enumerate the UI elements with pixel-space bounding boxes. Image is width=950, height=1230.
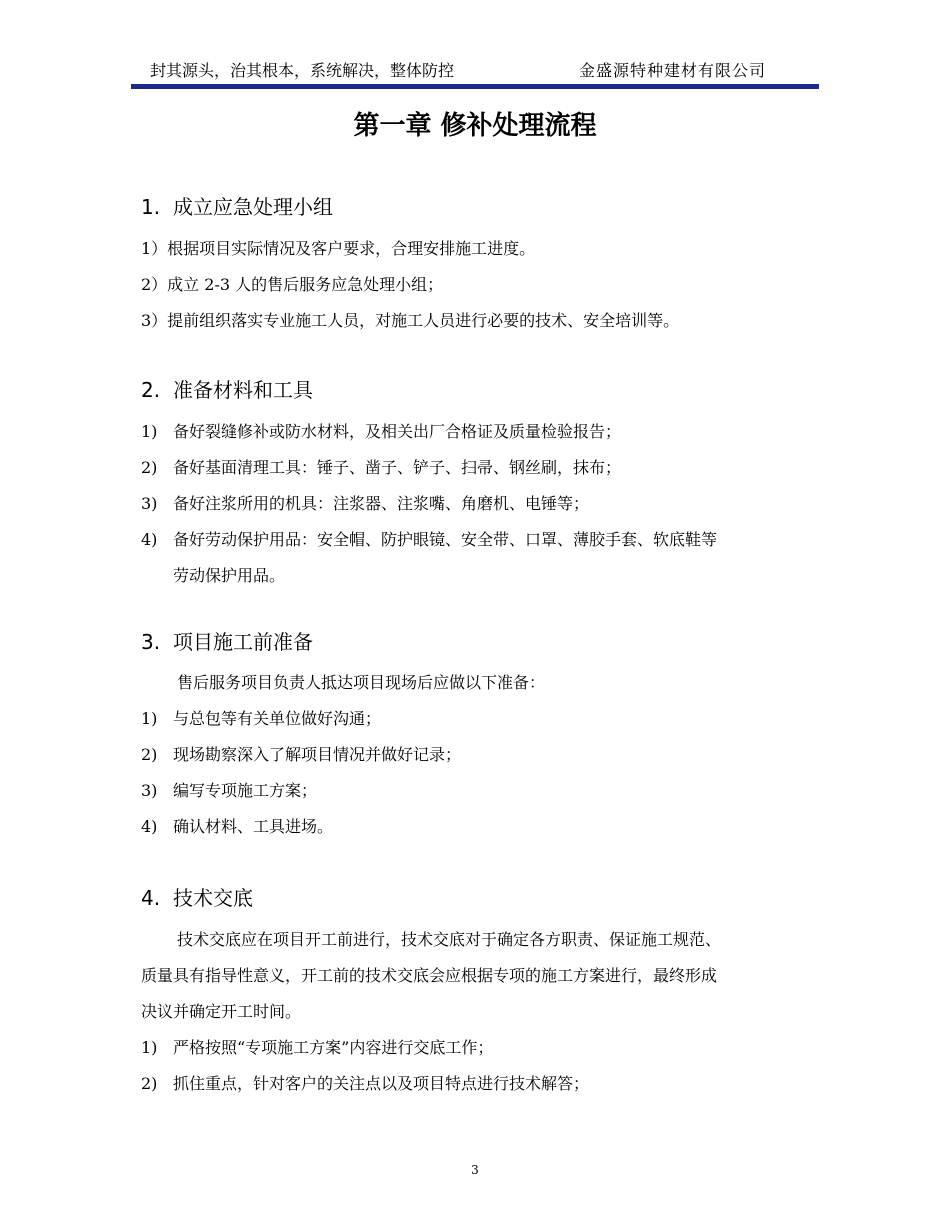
list-item: 3) 编写专项施工方案；	[141, 781, 318, 800]
list-item: 2) 抓住重点，针对客户的关注点以及项目特点进行技术解答；	[141, 1074, 590, 1093]
list-item: 2) 现场勘察深入了解项目情况并做好记录；	[141, 745, 462, 764]
list-item: 1) 备好裂缝修补或防水材料，及相关出厂合格证及质量检验报告；	[141, 422, 622, 441]
paragraph-line: 质量具有指导性意义，开工前的技术交底会应根据专项的施工方案进行，最终形成	[141, 966, 718, 985]
list-item: 2）成立 2-3 人的售后服务应急处理小组；	[141, 275, 444, 294]
list-item-continuation: 劳动保护用品。	[173, 566, 286, 585]
list-item: 2) 备好基面清理工具：锤子、凿子、铲子、扫帚、钢丝刷，抹布；	[141, 458, 622, 477]
list-item: 1) 与总包等有关单位做好沟通；	[141, 709, 382, 728]
list-item: 4) 备好劳动保护用品：安全帽、防护眼镜、安全带、口罩、薄胶手套、软底鞋等	[141, 530, 718, 549]
paragraph-line: 决议并确定开工时间。	[141, 1002, 302, 1021]
header-company: 金盛源特种建材有限公司	[579, 61, 767, 80]
section-heading: 4. 技术交底	[141, 886, 253, 910]
paragraph-line: 技术交底应在项目开工前进行，技术交底对于确定各方职责、保证施工规范、	[177, 930, 722, 949]
header-divider	[131, 84, 819, 89]
list-item: 3) 备好注浆所用的机具：注浆器、注浆嘴、角磨机、电锤等；	[141, 494, 590, 513]
list-item: 4) 确认材料、工具进场。	[141, 817, 334, 836]
list-item: 1）根据项目实际情况及客户要求，合理安排施工进度。	[141, 239, 536, 258]
page-number: 3	[471, 1163, 479, 1177]
section-heading: 2. 准备材料和工具	[141, 378, 313, 402]
chapter-title: 第一章 修补处理流程	[353, 111, 597, 141]
section-heading: 1. 成立应急处理小组	[141, 195, 333, 219]
header-slogan: 封其源头，治其根本，系统解决，整体防控	[150, 61, 455, 80]
section-heading: 3. 项目施工前准备	[141, 630, 313, 654]
section-intro: 售后服务项目负责人抵达项目现场后应做以下准备：	[177, 673, 546, 692]
list-item: 3）提前组织落实专业施工人员，对施工人员进行必要的技术、安全培训等。	[141, 311, 680, 330]
list-item: 1) 严格按照“专项施工方案”内容进行交底工作；	[141, 1038, 494, 1057]
